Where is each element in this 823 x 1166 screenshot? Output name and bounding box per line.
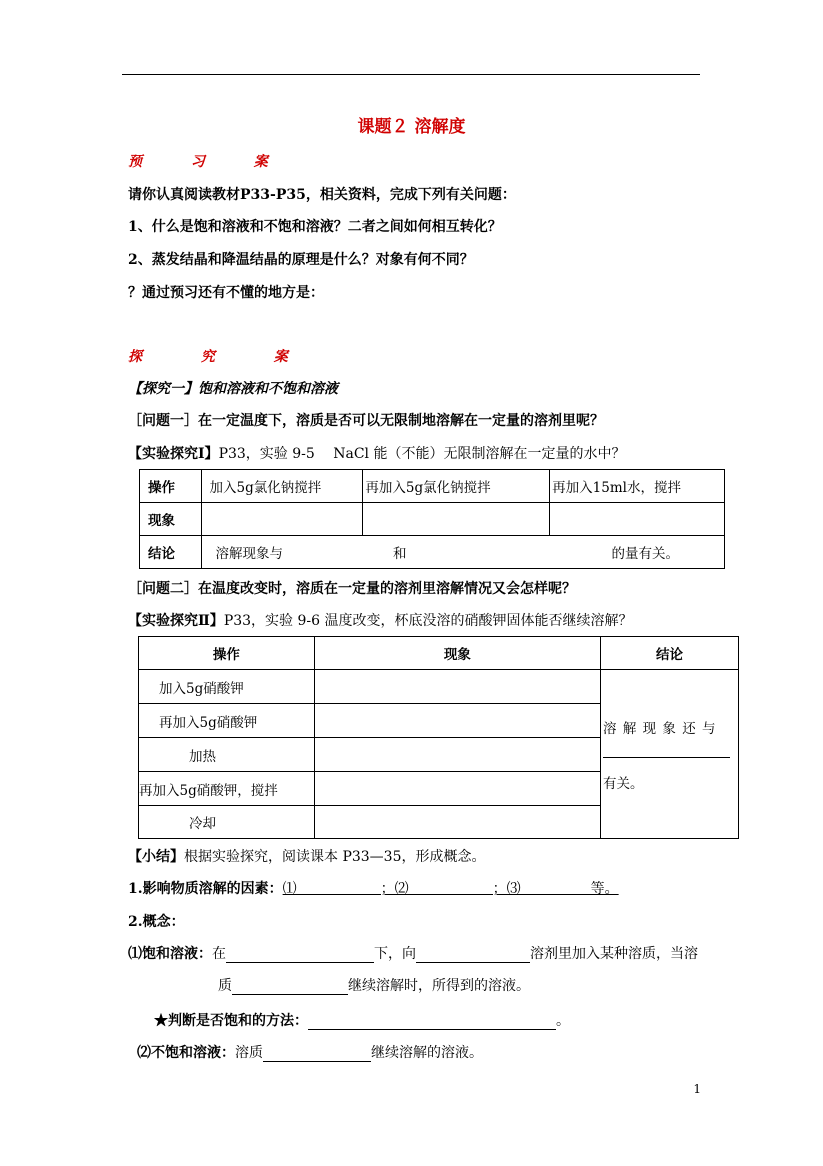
row-label-phenomenon: 现象 xyxy=(140,503,202,536)
experiment-2-text: P33，实验 9-6 温度改变，杯底没溶的硝酸钾固体能否继续溶解？ xyxy=(223,613,633,629)
table-cell: 再加入5g氯化钠搅拌 xyxy=(363,470,550,503)
table-cell: 再加入5g硝酸钾，搅拌 xyxy=(139,772,315,806)
table-cell: 加入5g硝酸钾 xyxy=(139,670,315,704)
conclusion-text: 有关。 xyxy=(603,775,644,792)
conclusion-cell xyxy=(201,536,724,569)
definition-text: 溶剂里加入某种溶质，当溶 xyxy=(530,946,698,962)
problem-2: ［问题二］在温度改变时，溶质在一定量的溶剂里溶解情况又会怎样呢？ xyxy=(128,581,576,597)
topic-1-text: 【探究一】饱和溶液和不饱和溶液 xyxy=(128,381,338,397)
preview-question-3: ？通过预习还有不懂的地方是： xyxy=(128,285,324,301)
table-cell: 再加入15ml水，搅拌 xyxy=(550,470,725,503)
definition-text: 下，向 xyxy=(374,946,416,962)
table-cell xyxy=(201,503,363,536)
blank-line xyxy=(416,946,530,963)
heading-char: 探 xyxy=(128,349,142,365)
table-cell xyxy=(314,806,600,839)
table-cell xyxy=(314,670,600,704)
experiment-2-label: 【实验探究Ⅱ】 xyxy=(128,613,224,629)
topic-1 xyxy=(128,378,338,398)
experiment-1 xyxy=(128,443,625,463)
heading-char: 习 xyxy=(190,154,205,170)
blank-line xyxy=(308,1013,556,1030)
heading-char: 究 xyxy=(200,349,215,365)
experiment-1-table xyxy=(139,469,725,569)
row-label-operation: 操作 xyxy=(140,470,202,503)
table-cell xyxy=(550,503,725,536)
saturated-definition-cont xyxy=(218,975,530,995)
saturated-label: ⑴饱和溶液： xyxy=(128,946,212,962)
definition-text: 在 xyxy=(212,946,226,962)
definition-text: 继续溶解的溶液。 xyxy=(371,1045,483,1061)
heading-char: 案 xyxy=(253,154,268,170)
blank-line xyxy=(226,946,374,963)
table-cell: 再加入5g硝酸钾 xyxy=(139,704,315,738)
preview-heading xyxy=(128,151,268,171)
preview-question-1: 1、什么是饱和溶液和不饱和溶液？二者之间如何相互转化？ xyxy=(128,219,502,235)
problem-1: ［问题一］在一定温度下，溶质是否可以无限制地溶解在一定量的溶剂里呢？ xyxy=(128,413,604,429)
concept-label: 2.概念： xyxy=(128,914,185,930)
summary-text: 根据实验探究，阅读课本 P33—35，形成概念。 xyxy=(184,849,486,865)
definition-text: 质 xyxy=(218,978,232,994)
heading-char: 案 xyxy=(273,349,288,365)
table-cell: 加热 xyxy=(139,738,315,772)
preview-question-2: 2、蒸发结晶和降温结晶的原理是什么？对象有何不同？ xyxy=(128,252,474,268)
page-title: 课题２ 溶解度 xyxy=(357,117,466,137)
experiment-2-table xyxy=(138,636,739,839)
conclusion-text: 溶解现象与 xyxy=(215,546,284,562)
page-number: 1 xyxy=(693,1082,701,1096)
heading-char: 预 xyxy=(128,154,142,170)
blank-line xyxy=(232,978,348,995)
unsaturated-definition xyxy=(137,1042,483,1062)
experiment-1-text: P33，实验 9-5 NaCl 能（不能）无限制溶解在一定量的水中？ xyxy=(218,446,626,462)
conclusion-text: 的量有关。 xyxy=(611,546,680,562)
table-cell: 冷却 xyxy=(139,806,315,839)
factors xyxy=(128,878,619,898)
explore-heading xyxy=(128,346,288,366)
judge-end: 。 xyxy=(556,1013,570,1029)
blank-line xyxy=(603,743,730,758)
judge-method xyxy=(154,1010,570,1030)
header-conclusion: 结论 xyxy=(601,637,739,670)
summary-label: 【小结】 xyxy=(128,849,184,865)
table-cell: 加入5g氯化钠搅拌 xyxy=(201,470,363,503)
table-cell xyxy=(314,738,600,772)
definition-text: 溶质 xyxy=(235,1045,263,1061)
preview-intro: 请你认真阅读教材P33-P35，相关资料，完成下列有关问题： xyxy=(128,187,516,203)
header-rule xyxy=(122,74,700,75)
experiment-1-label: 【实验探究Ⅰ】 xyxy=(128,446,219,462)
factors-label: 1.影响物质溶解的因素： xyxy=(128,881,283,897)
conclusion-text: 溶 解 现 象 还 与 xyxy=(603,720,717,737)
definition-text: 继续溶解时，所得到的溶液。 xyxy=(348,978,530,994)
saturated-definition xyxy=(128,943,698,963)
summary xyxy=(128,846,486,866)
table-cell xyxy=(314,704,600,738)
blank-line xyxy=(263,1045,371,1062)
table-cell xyxy=(363,503,550,536)
experiment-2 xyxy=(128,610,633,630)
unsaturated-label: ⑵不饱和溶液： xyxy=(137,1045,235,1061)
header-operation: 操作 xyxy=(139,637,315,670)
table-cell xyxy=(314,772,600,806)
header-phenomenon: 现象 xyxy=(314,637,600,670)
row-label-conclusion: 结论 xyxy=(140,536,202,569)
conclusion-text: 和 xyxy=(393,546,407,562)
factors-text: ⑴ ；⑵ ；⑶ 等。 xyxy=(282,881,619,897)
judge-label: ★判断是否饱和的方法： xyxy=(154,1013,308,1029)
conclusion-cell xyxy=(601,670,739,839)
